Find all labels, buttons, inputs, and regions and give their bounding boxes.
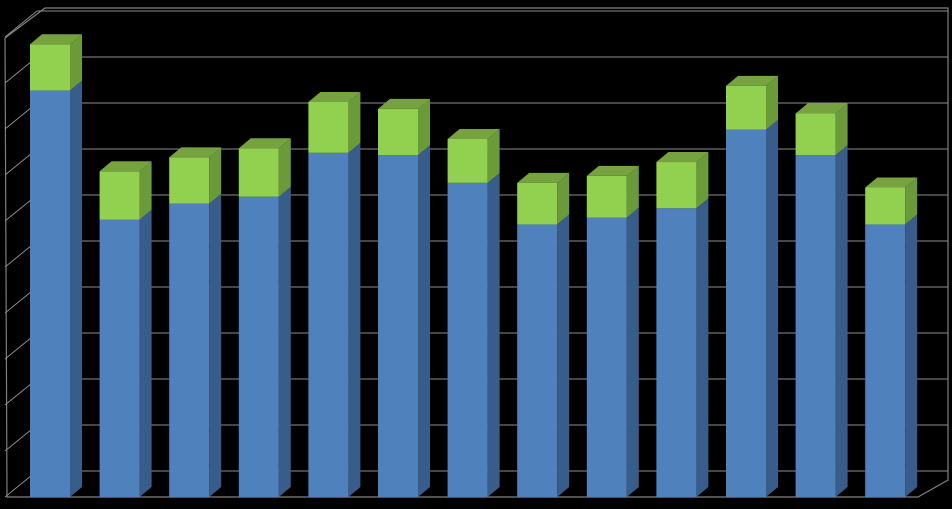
bar-segment [100,220,140,497]
bar-segment-side [418,145,430,497]
bar-segment [796,114,836,156]
bar-segment-side [348,143,360,497]
bar-segment-side [209,194,221,497]
bar-segment-side [557,214,569,497]
bar-segment [587,217,627,497]
bar-segment [308,102,348,153]
bar-segment-side [348,92,360,153]
bar-segment [796,155,836,497]
bar-segment [656,208,696,497]
bar-segment [865,187,905,224]
bar-segment-side [488,173,500,497]
bar-segment [30,90,70,497]
bar-segment-side [627,207,639,497]
bar-segment [378,155,418,497]
bar-segment [308,153,348,497]
bar-segment-side [140,161,152,220]
bar-segment-side [70,80,82,497]
bar-segment-side [279,187,291,497]
bar-segment [169,157,209,203]
bar-segment-side [766,120,778,497]
bar-segment [726,86,766,130]
bar-segment [448,139,488,183]
bar-segment-side [696,198,708,497]
bar-segment [448,183,488,497]
bar-segment-side [140,210,152,497]
bar-segment-side [836,145,848,497]
bar-segment-side [279,138,291,197]
bar-segment [169,204,209,497]
bar-segment [865,224,905,497]
bar-segment [517,183,557,225]
bar-segment [656,162,696,208]
gridline-side [5,11,37,37]
bar-segment [517,224,557,497]
bar-segment [239,148,279,197]
bar-segment [587,176,627,218]
bar-segment [378,109,418,155]
bar-segment [726,130,766,497]
bar-segment [100,171,140,220]
bar-segment-side [905,214,917,497]
bar-segment [239,197,279,497]
bar-segment [30,44,70,90]
bars [30,34,917,497]
